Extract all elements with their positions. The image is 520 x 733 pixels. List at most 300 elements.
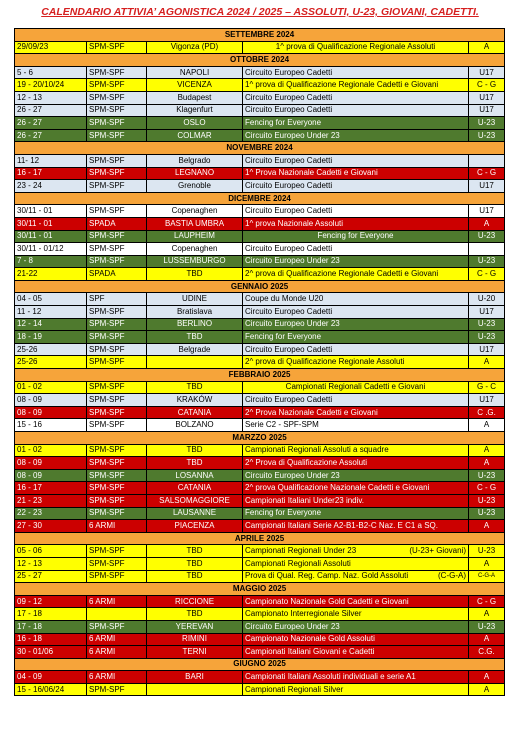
event-title: 1^ prova di Qualificazione Regionale Assoluti (275, 42, 436, 52)
event-date: 11 - 12 (15, 306, 87, 319)
event-category: A (469, 217, 505, 230)
event-title: Circuito Europeo Under 23 (245, 319, 340, 329)
event-weapon: SPM-SPF (87, 545, 147, 558)
event-date: 19 - 20/10/24 (15, 79, 87, 92)
event-place: Klagenfurt (147, 104, 243, 117)
event-date: 25-26 (15, 356, 87, 369)
event-category: A (469, 444, 505, 457)
event-place: Vigonza (PD) (147, 41, 243, 54)
event-date: 01 - 02 (15, 444, 87, 457)
event-weapon: 6 ARMI (87, 646, 147, 659)
event-weapon: SPM-SPF (87, 79, 147, 92)
event-title: Campionati Italiani Giovani e Cadetti (245, 646, 375, 656)
event-row (15, 91, 505, 104)
event-place: SALSOMAGGIORE (147, 494, 243, 507)
month-header-row (15, 142, 505, 155)
event-weapon: 6 ARMI (87, 633, 147, 646)
event-title: 2^ Prova di Qualificazione Assoluti (245, 457, 368, 467)
event-title: Circuito Europeo Cadetti (245, 206, 333, 216)
event-category: A (469, 683, 505, 696)
event-place: Budapest (147, 91, 243, 104)
month-label: SETTEMBRE 2024 (15, 29, 505, 42)
event-date: 18 - 19 (15, 331, 87, 344)
event-date: 7 - 8 (15, 255, 87, 268)
event-name (243, 129, 469, 142)
event-name (243, 482, 469, 495)
event-row (15, 41, 505, 54)
event-title: Fencing for Everyone (317, 231, 394, 241)
event-row (15, 381, 505, 394)
event-title: Circuito Europeo Cadetti (245, 395, 333, 405)
event-name (243, 331, 469, 344)
event-weapon: 6 ARMI (87, 671, 147, 684)
event-date: 05 - 06 (15, 545, 87, 558)
event-weapon: SPM-SPF (87, 620, 147, 633)
month-label: APRILE 2025 (15, 532, 505, 545)
event-name (243, 608, 469, 621)
calendar-body (15, 29, 505, 696)
event-weapon: SPM-SPF (87, 381, 147, 394)
event-category: C.G. (469, 646, 505, 659)
event-date: 5 - 6 (15, 66, 87, 79)
event-place: Bratislava (147, 306, 243, 319)
event-weapon: SPADA (87, 268, 147, 281)
event-date: 30/11 - 01 (15, 205, 87, 218)
event-name (243, 41, 469, 54)
event-title: 2^ prova di Qualificazione Regionale Assoluti (245, 357, 405, 367)
event-name (243, 180, 469, 193)
event-row (15, 406, 505, 419)
month-label: DICEMBRE 2024 (15, 192, 505, 205)
event-row (15, 180, 505, 193)
event-name (243, 683, 469, 696)
event-place: NAPOLI (147, 66, 243, 79)
event-title: Campionato Nazionale Gold Cadetti e Giovani (245, 596, 409, 606)
event-title: Campionati Italiani Serie A2-B1-B2-C Naz. E C1 a SQ. (245, 520, 438, 530)
event-date: 30 - 01/06 (15, 646, 87, 659)
event-date: 01 - 02 (15, 381, 87, 394)
event-name (243, 633, 469, 646)
event-name (243, 406, 469, 419)
event-row (15, 167, 505, 180)
event-category: U17 (469, 66, 505, 79)
event-name (243, 671, 469, 684)
event-name (243, 595, 469, 608)
event-date: 12 - 13 (15, 557, 87, 570)
event-category: U-23 (469, 255, 505, 268)
event-title: Circuito Europeo Cadetti (245, 306, 333, 316)
event-date: 08 - 09 (15, 394, 87, 407)
event-title: 2^ Prova Nazionale Cadetti e Giovani (245, 407, 378, 417)
event-category: U-23 (469, 129, 505, 142)
event-category: U-23 (469, 494, 505, 507)
event-weapon: SPM-SPF (87, 494, 147, 507)
event-row (15, 318, 505, 331)
event-place: Belgrado (147, 154, 243, 167)
month-header-row (15, 432, 505, 445)
event-date: 25-26 (15, 343, 87, 356)
event-name (243, 268, 469, 281)
event-title: Campionati Italiani Under23 indiv. (245, 495, 365, 505)
event-date: 22 - 23 (15, 507, 87, 520)
event-weapon: SPM-SPF (87, 117, 147, 130)
event-name (243, 79, 469, 92)
event-place: TERNI (147, 646, 243, 659)
event-category: A (469, 356, 505, 369)
event-place: KRAKÓW (147, 394, 243, 407)
event-place: BERLINO (147, 318, 243, 331)
event-title: Coupe du Monde U20 (245, 294, 324, 304)
event-row (15, 646, 505, 659)
event-place: TBD (147, 545, 243, 558)
month-label: GENNAIO 2025 (15, 280, 505, 293)
event-title: Fencing for Everyone (245, 332, 322, 342)
event-note: (C-G-A) (438, 571, 466, 581)
event-date: 27 - 30 (15, 520, 87, 533)
event-name (243, 205, 469, 218)
event-category: C .G. (469, 406, 505, 419)
event-row (15, 255, 505, 268)
event-row (15, 419, 505, 432)
event-name (243, 255, 469, 268)
event-row (15, 343, 505, 356)
event-title: Circuito Europeo Under 23 (245, 621, 340, 631)
event-category: C - G (469, 268, 505, 281)
month-header-row (15, 658, 505, 671)
event-place: BARI (147, 671, 243, 684)
event-title: 2^ prova di Qualificazione Regionale Cadetti e Giovani (245, 269, 439, 279)
event-name (243, 444, 469, 457)
event-date: 12 - 14 (15, 318, 87, 331)
event-category: U-23 (469, 230, 505, 243)
event-title: Serie C2 - SPF-SPM (245, 420, 319, 430)
event-weapon: SPM-SPF (87, 507, 147, 520)
event-title: Prova di Qual. Reg. Camp. Naz. Gold Assoluti (245, 571, 409, 581)
month-label: FEBBRAIO 2025 (15, 369, 505, 382)
month-header-row (15, 583, 505, 596)
event-date: 26 - 27 (15, 129, 87, 142)
event-category: A (469, 419, 505, 432)
event-row (15, 545, 505, 558)
event-name (243, 167, 469, 180)
event-title: Circuito Europeo Cadetti (245, 92, 333, 102)
event-title: Circuito Europeo Cadetti (245, 180, 333, 190)
event-name (243, 217, 469, 230)
month-header-row (15, 192, 505, 205)
event-title: Campionati Regionali Silver (245, 684, 344, 694)
event-weapon: SPM-SPF (87, 557, 147, 570)
event-category: A (469, 608, 505, 621)
month-label: MAGGIO 2025 (15, 583, 505, 596)
event-note: (U-23+ Giovani) (409, 546, 466, 556)
event-weapon: SPM-SPF (87, 167, 147, 180)
event-category: U17 (469, 394, 505, 407)
event-row (15, 444, 505, 457)
event-place: Belgrade (147, 343, 243, 356)
event-category: U17 (469, 91, 505, 104)
event-date: 30/11 - 01/12 (15, 243, 87, 256)
event-place: TBD (147, 570, 243, 583)
event-place: TBD (147, 331, 243, 344)
event-weapon: 6 ARMI (87, 595, 147, 608)
event-weapon: SPM-SPF (87, 356, 147, 369)
event-name (243, 457, 469, 470)
event-category: U17 (469, 306, 505, 319)
event-row (15, 217, 505, 230)
event-row (15, 671, 505, 684)
event-title: Circuito Europeo Cadetti (245, 105, 333, 115)
page-title: CALENDARIO ATTIVIA’ AGONISTICA 2024 / 2025 – ASSOLUTI, U-23, GIOVANI, CADETTI. (41, 6, 479, 18)
event-name (243, 545, 469, 558)
event-weapon: SPM-SPF (87, 394, 147, 407)
event-place: LOSANNA (147, 469, 243, 482)
event-row (15, 469, 505, 482)
event-name (243, 507, 469, 520)
event-place (147, 356, 243, 369)
event-row (15, 243, 505, 256)
event-weapon: SPM-SPF (87, 154, 147, 167)
event-date: 30/11 - 01 (15, 230, 87, 243)
event-place: TBD (147, 444, 243, 457)
event-date: 12 - 13 (15, 91, 87, 104)
event-row (15, 79, 505, 92)
event-place: Copenaghen (147, 243, 243, 256)
event-date: 08 - 09 (15, 469, 87, 482)
event-row (15, 66, 505, 79)
event-category: U-23 (469, 469, 505, 482)
event-place: BOLZANO (147, 419, 243, 432)
event-weapon: SPM-SPF (87, 104, 147, 117)
event-title: Campionati Regionali Cadetti e Giovani (285, 382, 426, 392)
event-row (15, 507, 505, 520)
event-date: 25 - 27 (15, 570, 87, 583)
event-date: 26 - 27 (15, 117, 87, 130)
event-category: U17 (469, 205, 505, 218)
event-title: Circuito Europeo Cadetti (245, 67, 333, 77)
event-category: U-23 (469, 331, 505, 344)
event-row (15, 520, 505, 533)
month-header-row (15, 29, 505, 42)
event-title: Campionati Regionali Assoluti a squadre (245, 445, 389, 455)
event-title: 1^ prova di Qualificazione Regionale Cadetti e Giovani (245, 80, 439, 90)
event-category: C - G (469, 167, 505, 180)
event-category: U17 (469, 343, 505, 356)
event-place: Grenoble (147, 180, 243, 193)
event-weapon: SPM-SPF (87, 469, 147, 482)
event-title: Circuito Europeo Under 23 (245, 130, 340, 140)
event-category: A (469, 633, 505, 646)
event-place: BASTIA UMBRA (147, 217, 243, 230)
event-name (243, 469, 469, 482)
event-name (243, 620, 469, 633)
event-category: A (469, 520, 505, 533)
event-category: U-23 (469, 117, 505, 130)
event-date: 17 - 18 (15, 620, 87, 633)
event-name (243, 306, 469, 319)
event-category: C - G (469, 79, 505, 92)
event-place: TBD (147, 457, 243, 470)
event-weapon: SPM-SPF (87, 255, 147, 268)
event-weapon: SPM-SPF (87, 243, 147, 256)
event-title: 1^ prova Nazionale Assoluti (245, 218, 344, 228)
event-name (243, 494, 469, 507)
event-date: 08 - 09 (15, 457, 87, 470)
event-row (15, 457, 505, 470)
event-name (243, 570, 469, 583)
event-weapon: SPM-SPF (87, 205, 147, 218)
event-place: LAUSANNE (147, 507, 243, 520)
event-date: 04 - 09 (15, 671, 87, 684)
event-weapon: SPF (87, 293, 147, 306)
event-name (243, 104, 469, 117)
event-weapon: SPM-SPF (87, 66, 147, 79)
event-category (469, 243, 505, 256)
event-place: RICCIONE (147, 595, 243, 608)
event-place: CATANIA (147, 482, 243, 495)
event-row (15, 104, 505, 117)
event-category: A (469, 41, 505, 54)
event-weapon: SPM-SPF (87, 318, 147, 331)
event-row (15, 608, 505, 621)
event-place: TBD (147, 268, 243, 281)
event-row (15, 620, 505, 633)
event-weapon: SPM-SPF (87, 457, 147, 470)
month-label: OTTOBRE 2024 (15, 54, 505, 67)
event-date: 15 - 16 (15, 419, 87, 432)
event-place: VICENZA (147, 79, 243, 92)
event-date: 09 - 12 (15, 595, 87, 608)
event-place: YEREVAN (147, 620, 243, 633)
event-weapon: SPM-SPF (87, 91, 147, 104)
event-place: OSLO (147, 117, 243, 130)
event-name (243, 117, 469, 130)
month-label: MARZZO 2025 (15, 432, 505, 445)
event-date: 08 - 09 (15, 406, 87, 419)
event-date: 17 - 18 (15, 608, 87, 621)
event-category: U-23 (469, 545, 505, 558)
event-weapon: SPM-SPF (87, 406, 147, 419)
event-name (243, 66, 469, 79)
event-title: 1^ Prova Nazionale Cadetti e Giovani (245, 168, 378, 178)
event-weapon: SPADA (87, 217, 147, 230)
event-row (15, 595, 505, 608)
event-name (243, 91, 469, 104)
event-name (243, 293, 469, 306)
event-weapon: SPM-SPF (87, 419, 147, 432)
event-title: Circuito Europeo Under 23 (245, 470, 340, 480)
event-title: Campionato Nazionale Gold Assoluti (245, 634, 375, 644)
event-weapon: SPM-SPF (87, 180, 147, 193)
event-date: 15 - 16/06/24 (15, 683, 87, 696)
event-category: U-23 (469, 318, 505, 331)
event-place: COLMAR (147, 129, 243, 142)
event-category (469, 154, 505, 167)
event-date: 16 - 18 (15, 633, 87, 646)
event-name (243, 557, 469, 570)
event-category: A (469, 671, 505, 684)
event-name (243, 419, 469, 432)
event-date: 29/09/23 (15, 41, 87, 54)
event-date: 23 - 24 (15, 180, 87, 193)
month-label: NOVEMBRE 2024 (15, 142, 505, 155)
event-row (15, 205, 505, 218)
event-row (15, 117, 505, 130)
event-name (243, 343, 469, 356)
event-category: U-23 (469, 507, 505, 520)
event-row (15, 557, 505, 570)
event-place: TBD (147, 608, 243, 621)
event-name (243, 356, 469, 369)
event-weapon: SPM-SPF (87, 41, 147, 54)
event-weapon: SPM-SPF (87, 306, 147, 319)
event-row (15, 494, 505, 507)
event-row (15, 293, 505, 306)
event-date: 21-22 (15, 268, 87, 281)
event-name (243, 381, 469, 394)
event-place: LAUPHEIM (147, 230, 243, 243)
event-row (15, 268, 505, 281)
event-date: 26 - 27 (15, 104, 87, 117)
month-header-row (15, 280, 505, 293)
event-place: RIMINI (147, 633, 243, 646)
month-label: GIUGNO 2025 (15, 658, 505, 671)
event-place: Copenaghen (147, 205, 243, 218)
event-row (15, 154, 505, 167)
event-category: U-20 (469, 293, 505, 306)
event-title: Campionati Regionali Under 23 (245, 546, 357, 556)
event-category: U-23 (469, 620, 505, 633)
event-row (15, 331, 505, 344)
month-header-row (15, 532, 505, 545)
event-name (243, 520, 469, 533)
month-header-row (15, 54, 505, 67)
event-row (15, 482, 505, 495)
event-place (147, 683, 243, 696)
event-name (243, 394, 469, 407)
event-weapon: SPM-SPF (87, 683, 147, 696)
event-date: 16 - 17 (15, 167, 87, 180)
event-title: Circuito Europeo Cadetti (245, 155, 333, 165)
event-category: C-G-A (469, 570, 505, 583)
event-date: 11- 12 (15, 154, 87, 167)
event-row (15, 570, 505, 583)
event-category: A (469, 557, 505, 570)
event-row (15, 633, 505, 646)
event-row (15, 129, 505, 142)
event-name (243, 154, 469, 167)
event-weapon (87, 608, 147, 621)
event-weapon: SPM-SPF (87, 331, 147, 344)
event-weapon: SPM-SPF (87, 444, 147, 457)
calendar-table (14, 28, 505, 696)
event-place: PIACENZA (147, 520, 243, 533)
event-date: 16 - 17 (15, 482, 87, 495)
month-header-row (15, 369, 505, 382)
event-place: UDINE (147, 293, 243, 306)
event-category: C - G (469, 482, 505, 495)
event-category: C - G (469, 595, 505, 608)
event-category: U17 (469, 180, 505, 193)
event-row (15, 356, 505, 369)
event-title: Fencing for Everyone (245, 508, 322, 518)
event-place: LUSSEMBURGO (147, 255, 243, 268)
event-place: TBD (147, 557, 243, 570)
event-title: Campionato Interregionale Silver (245, 609, 362, 619)
event-title: 2^ prova Qualificazione Nazionale Cadetti e Giovani (245, 483, 430, 493)
event-category: A (469, 457, 505, 470)
event-name (243, 318, 469, 331)
event-name (243, 230, 469, 243)
